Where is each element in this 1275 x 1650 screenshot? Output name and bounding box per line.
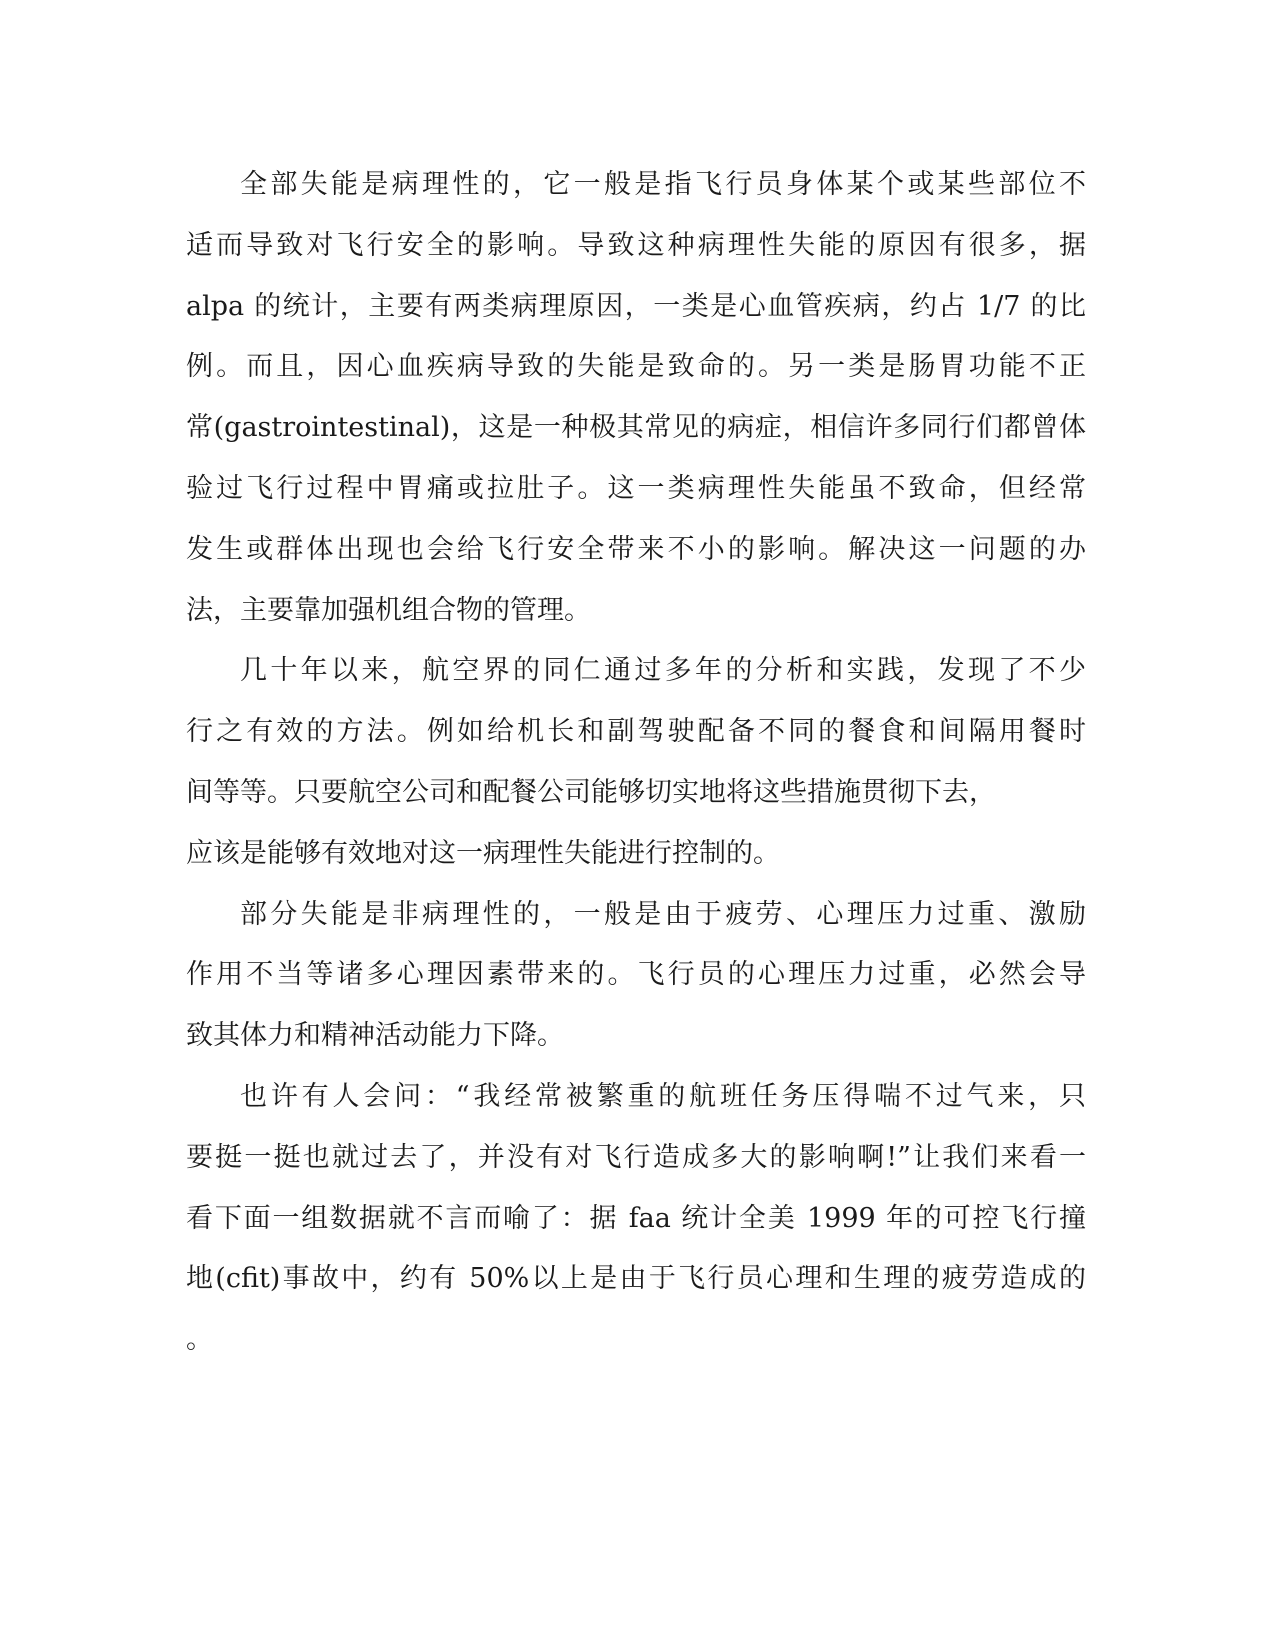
- text-line: alpa 的统计，主要有两类病理原因，一类是心血管疾病，约占 1/7 的比: [186, 290, 1086, 322]
- text-line: 几十年以来，航空界的同仁通过多年的分析和实践，发现了不少: [240, 655, 1086, 687]
- text-line: 例。而且，因心血疾病导致的失能是致命的。另一类是肠胃功能不正: [186, 351, 1086, 383]
- text-line: 地(cfit)事故中，约有 50%以上是由于飞行员心理和生理的疲劳造成的: [186, 1263, 1086, 1295]
- text-line: 全部失能是病理性的，它一般是指飞行员身体某个或某些部位不: [240, 169, 1086, 200]
- text-line: 也许有人会问：“我经常被繁重的航班任务压得喘不过气来，只: [240, 1080, 1086, 1112]
- text-line: 应该是能够有效地对这一病理性失能进行控制的。: [186, 837, 780, 869]
- text-line: 。: [186, 1324, 213, 1356]
- text-line: 法，主要靠加强机组合物的管理。: [186, 594, 591, 626]
- paragraph-effective-methods: [186, 641, 1086, 884]
- text-line: 行之有效的方法。例如给机长和副驾驶配备不同的餐食和间隔用餐时: [186, 716, 1086, 748]
- paragraph-non-pathological-incapacitation: [186, 885, 1086, 1067]
- text-line: 适而导致对飞行安全的影响。导致这种病理性失能的原因有很多，据: [186, 229, 1086, 261]
- text-line: 致其体力和精神活动能力下降。: [186, 1020, 564, 1052]
- text-line: 作用不当等诸多心理因素带来的。飞行员的心理压力过重，必然会导: [186, 959, 1086, 991]
- text-line: 间等等。只要航空公司和配餐公司能够切实地将这些措施贯彻下去，: [186, 776, 996, 808]
- paragraph-pathological-incapacitation: [186, 155, 1086, 641]
- text-line: 部分失能是非病理性的，一般是由于疲劳、心理压力过重、激励: [240, 898, 1086, 930]
- text-line: 发生或群体出现也会给飞行安全带来不小的影响。解决这一问题的办: [186, 533, 1086, 565]
- text-line: 常(gastrointestinal)，这是一种极其常见的病症，相信许多同行们都曾体: [186, 412, 1086, 444]
- document-body: [186, 155, 1086, 1371]
- paragraph-fatigue-statistics: [186, 1067, 1086, 1371]
- text-line: 验过飞行过程中胃痛或拉肚子。这一类病理性失能虽不致命，但经常: [186, 472, 1086, 504]
- text-line: 看下面一组数据就不言而喻了：据 faa 统计全美 1999 年的可控飞行撞: [186, 1202, 1086, 1234]
- text-line: 要挺一挺也就过去了，并没有对飞行造成多大的影响啊!”让我们来看一: [186, 1141, 1086, 1173]
